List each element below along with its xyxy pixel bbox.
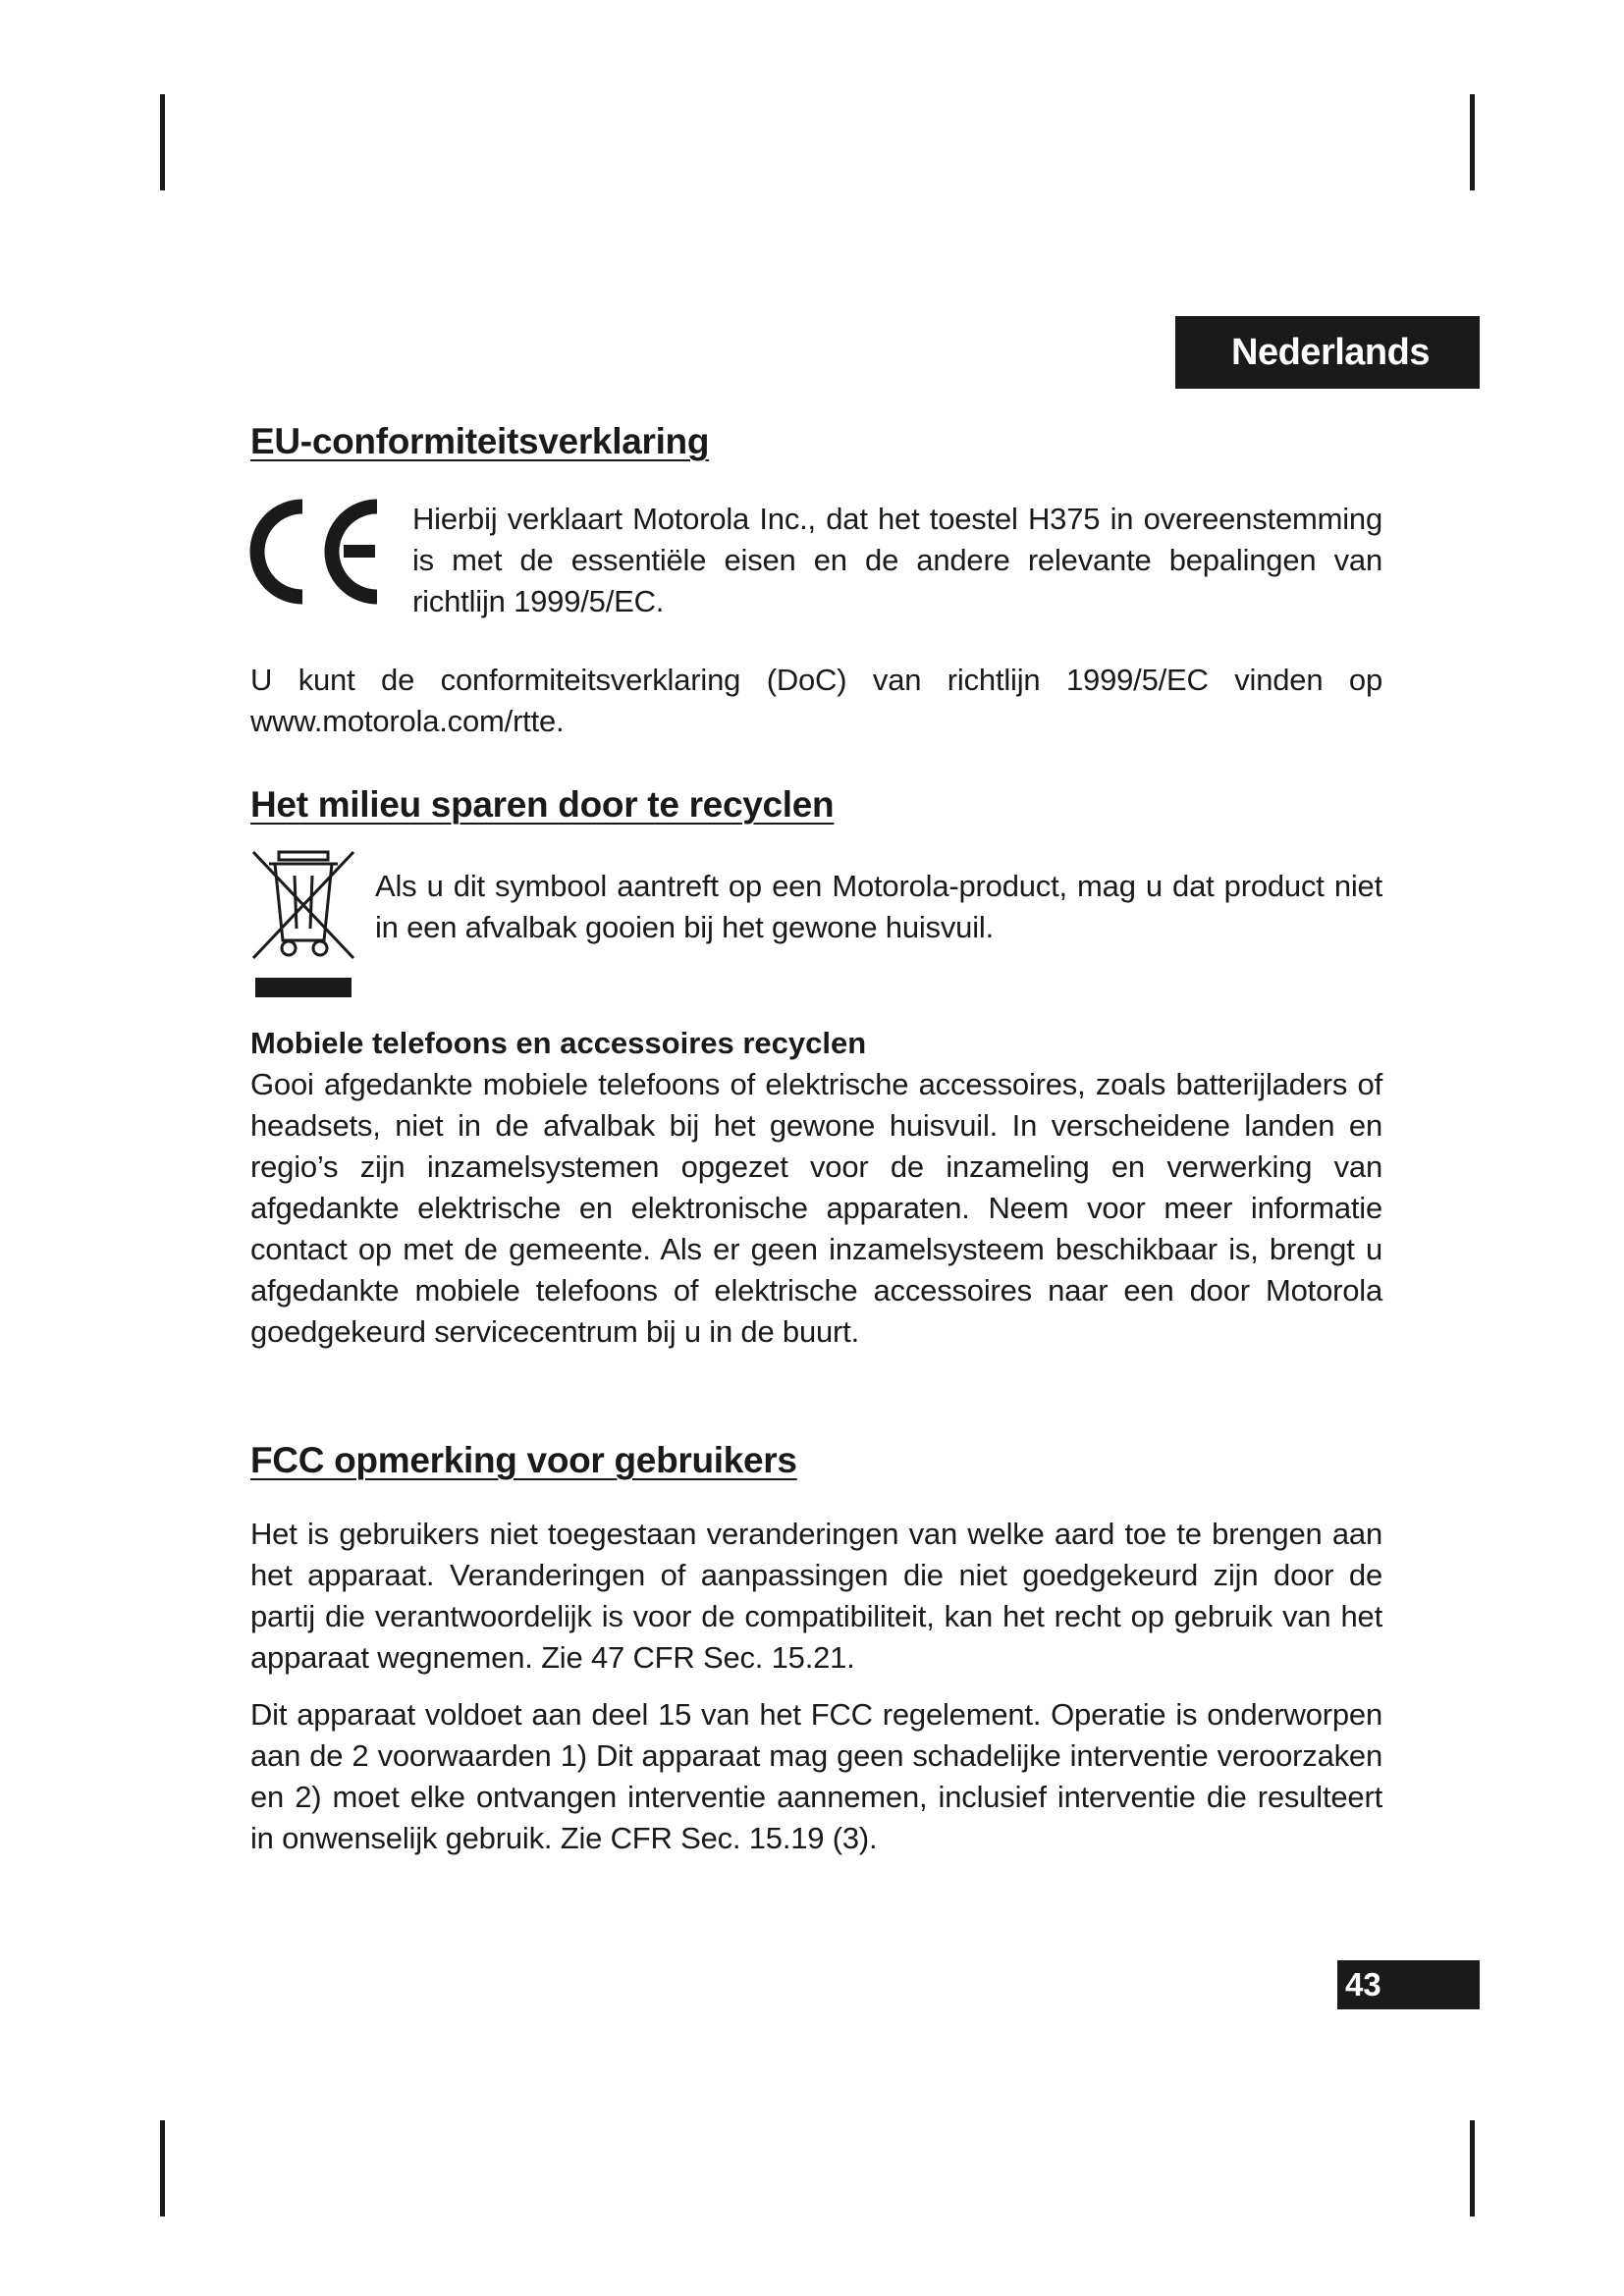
fcc-paragraph-1: Het is gebruikers niet toegestaan veranderingen van welke aard toe te brengen aan het apparaat. Veranderingen of aanpassingen die niet goedgekeurd zijn door de partij die verantwoordelijk is voor de compatibiliteit, kan het recht op gebruik van het apparaat wegnemen. Zie 47 CFR Sec. 15.21. (250, 1517, 1382, 1675)
crop-mark-top-left (160, 94, 165, 190)
fcc-heading: FCC opmerking voor gebruikers (250, 1440, 797, 1480)
crop-mark-bottom-right (1470, 2120, 1475, 2216)
fcc-paragraph-2: Dit apparaat voldoet aan deel 15 van het FCC regelement. Operatie is onderworpen aan de 2 voorwaarden 1) Dit apparaat mag geen schadelijke interventie veroorzaken en 2) moet elke ontvangen interventie aannemen, inclusief interventie die resulteert in onwenselijk gebruik. Zie CFR Sec. 15.19 (3). (250, 1697, 1382, 1855)
weee-bin-icon (245, 842, 361, 1001)
crop-mark-top-right (1470, 94, 1475, 190)
ce-mark-icon (245, 499, 391, 605)
recycle-symbol-text: Als u dit symbool aantreft op een Motorola-product, mag u dat product niet in een afvalbak gooien bij het gewone huisvuil. (375, 869, 1382, 944)
language-tab: Nederlands (1175, 316, 1480, 389)
eu-doc-text: U kunt de conformiteitsverklaring (DoC) van richtlijn 1999/5/EC vinden op www.motorola.com/rtte. (250, 663, 1382, 738)
recycle-heading: Het milieu sparen door te recyclen (250, 784, 835, 825)
crop-mark-bottom-left (160, 2120, 165, 2216)
recycle-subheading: Mobiele telefoons en accessoires recyclen (250, 1026, 867, 1060)
recycle-body-text: Gooi afgedankte mobiele telefoons of elektrische accessoires, zoals batterijladers of headsets, niet in de afvalbak bij het gewone huisvuil. In verscheidene landen en regio’s zijn inzamelsystemen opgezet voor de inzameling en verwerking van afgedankte elektrische en elektronische apparaten. Neem voor meer informatie contact op met de gemeente. Als er geen inzamelsysteem beschikbaar is, brengt u afgedankte mobiele telefoons of elektrische accessoires naar een door Motorola goedgekeurd servicecentrum bij u in de buurt. (250, 1067, 1382, 1349)
page-number: 43 (1337, 1960, 1480, 2009)
eu-declaration-text: Hierbij verklaart Motorola Inc., dat het toestel H375 in overeenstemming is met de essentiële eisen en de andere relevante bepalingen van richtlijn 1999/5/EC. (412, 502, 1382, 618)
eu-conformity-heading: EU-conformiteitsverklaring (250, 421, 710, 461)
